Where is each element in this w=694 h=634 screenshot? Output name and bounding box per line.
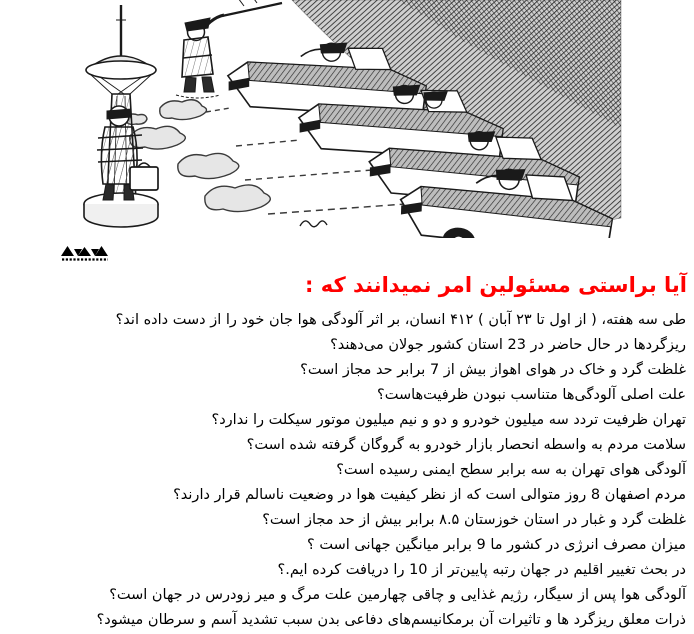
- cartoon-illustration: [0, 0, 694, 238]
- cartoon-svg: [0, 0, 694, 238]
- question-line-1: طی سه هفته، ( از اول تا ۲۳ آبان ) ۴۱۲ انسان، بر اثر آلودگی هوا جان خود را از دست داده اند؟: [115, 312, 686, 328]
- question-line-11: در بحث تغییر اقلیم در جهان رتبه پایین‌تر از 10 را دریافت کرده ایم.؟: [277, 562, 686, 578]
- question-line-8: مردم اصفهان 8 روز متوالی است که از نظر کیفیت هوا در وضعیت ناسالم قرار دارند؟: [173, 487, 686, 503]
- artist-signature: [300, 221, 327, 227]
- question-line-4: علت اصلی آلودگی‌ها متناسب نبودن ظرفیت‌هاست؟: [377, 387, 686, 403]
- question-line-2: ریزگردها در حال حاضر در 23 استان کشور جولان می‌دهند؟: [330, 337, 686, 353]
- question-line-6: سلامت مردم به واسطه انحصار بازار خودرو به گروگان گرفته شده است؟: [246, 437, 686, 453]
- triangles-logo-icon: [61, 245, 115, 263]
- question-line-13: ذرات معلق ریزگرد ها و تاثیرات آن برمکانیسم‌های دفاعی بدن سبب تشدید آسم و سرطان میشود؟: [96, 612, 686, 628]
- question-line-5: تهران ظرفیت تردد سه میلیون خودرو و دو و نیم میلیون موتور سیکلت را ندارد؟: [211, 412, 686, 428]
- blindfolded-prisoner: [97, 106, 158, 200]
- question-line-7: آلودگی هوای تهران به سه برابر سطح ایمنی رسیده است؟: [336, 462, 686, 478]
- question-line-9: غلظت گرد و غبار در استان خوزستان ۸.۵ برابر بیش از حد مجاز است؟: [262, 512, 686, 528]
- question-line-12: آلودگی هوا پس از سیگار، رژیم غذایی و چاقی چهارمین علت مرگ و میر زودرس در جهان است؟: [109, 587, 686, 603]
- triangles-logo: [61, 245, 115, 263]
- page-title: آیا براستی مسئولین امر نمیدانند که :: [305, 273, 687, 297]
- question-line-10: میزان مصرف انرژی در کشور ما 9 برابر میانگین جهانی است ؟: [307, 537, 686, 553]
- questions-list: [0, 308, 686, 633]
- question-line-3: غلظت گرد و خاک در هوای اهواز بیش از 7 برابر حد مجاز است؟: [300, 362, 686, 378]
